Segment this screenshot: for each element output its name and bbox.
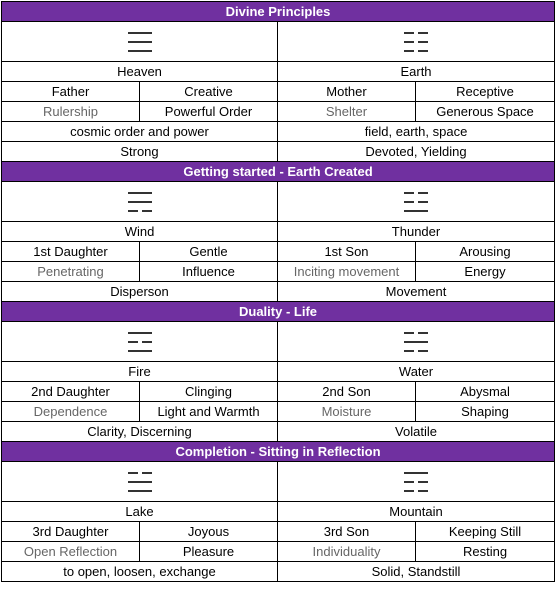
symbol-cell bbox=[278, 322, 555, 362]
section-header: Divine Principles bbox=[2, 2, 555, 22]
broken-line bbox=[128, 341, 152, 343]
note: Devoted, Yielding bbox=[278, 142, 555, 162]
attribute: Abysmal bbox=[416, 382, 555, 402]
solid-line bbox=[128, 490, 152, 492]
trigram-table bbox=[1, 1, 555, 582]
broken-line bbox=[404, 32, 428, 34]
solid-line bbox=[128, 350, 152, 352]
quality-detail: Pleasure bbox=[140, 542, 278, 562]
quality-detail: Generous Space bbox=[416, 102, 555, 122]
quality-detail: Energy bbox=[416, 262, 555, 282]
note: Clarity, Discerning bbox=[2, 422, 278, 442]
solid-line bbox=[128, 481, 152, 483]
solid-line bbox=[128, 32, 152, 34]
note: Disperson bbox=[2, 282, 278, 302]
section-header: Getting started - Earth Created bbox=[2, 162, 555, 182]
attribute: Keeping Still bbox=[416, 522, 555, 542]
broken-line bbox=[404, 192, 428, 194]
trigram-name: Mountain bbox=[278, 502, 555, 522]
trigram-name: Thunder bbox=[278, 222, 555, 242]
symbol-cell bbox=[278, 22, 555, 62]
quality-detail: Resting bbox=[416, 542, 555, 562]
broken-line bbox=[128, 210, 152, 212]
symbol-cell bbox=[278, 462, 555, 502]
trigram-name: Fire bbox=[2, 362, 278, 382]
quality: Dependence bbox=[2, 402, 140, 422]
family-member: 2nd Daughter bbox=[2, 382, 140, 402]
trigram-name: Wind bbox=[2, 222, 278, 242]
note: Strong bbox=[2, 142, 278, 162]
trigram-name: Heaven bbox=[2, 62, 278, 82]
trigram-name: Lake bbox=[2, 502, 278, 522]
note: Solid, Standstill bbox=[278, 562, 555, 582]
attribute: Receptive bbox=[416, 82, 555, 102]
quality-detail: Powerful Order bbox=[140, 102, 278, 122]
solid-line bbox=[404, 472, 428, 474]
symbol-cell bbox=[2, 462, 278, 502]
broken-line bbox=[404, 41, 428, 43]
broken-line bbox=[404, 50, 428, 52]
note: cosmic order and power bbox=[2, 122, 278, 142]
quality-detail: Shaping bbox=[416, 402, 555, 422]
trigram-name: Earth bbox=[278, 62, 555, 82]
note: Movement bbox=[278, 282, 555, 302]
symbol-cell bbox=[2, 322, 278, 362]
trigram-heaven-icon bbox=[128, 32, 152, 52]
trigram-mountain-icon bbox=[404, 472, 428, 492]
trigram-sheet bbox=[0, 1, 555, 589]
family-member: 1st Daughter bbox=[2, 242, 140, 262]
family-member: 1st Son bbox=[278, 242, 416, 262]
quality: Rulership bbox=[2, 102, 140, 122]
quality: Shelter bbox=[278, 102, 416, 122]
attribute: Arousing bbox=[416, 242, 555, 262]
broken-line bbox=[404, 201, 428, 203]
note: Volatile bbox=[278, 422, 555, 442]
solid-line bbox=[404, 210, 428, 212]
solid-line bbox=[128, 41, 152, 43]
quality: Moisture bbox=[278, 402, 416, 422]
attribute: Clinging bbox=[140, 382, 278, 402]
broken-line bbox=[404, 350, 428, 352]
broken-line bbox=[404, 481, 428, 483]
attribute: Gentle bbox=[140, 242, 278, 262]
attribute: Creative bbox=[140, 82, 278, 102]
trigram-name: Water bbox=[278, 362, 555, 382]
quality: Individuality bbox=[278, 542, 416, 562]
trigram-lake-icon bbox=[128, 472, 152, 492]
family-member: Father bbox=[2, 82, 140, 102]
solid-line bbox=[128, 192, 152, 194]
solid-line bbox=[128, 50, 152, 52]
solid-line bbox=[404, 341, 428, 343]
family-member: 3rd Son bbox=[278, 522, 416, 542]
trigram-thunder-icon bbox=[404, 192, 428, 212]
broken-line bbox=[404, 490, 428, 492]
trigram-fire-icon bbox=[128, 332, 152, 352]
symbol-cell bbox=[2, 22, 278, 62]
solid-line bbox=[128, 332, 152, 334]
trigram-earth-icon bbox=[404, 32, 428, 52]
family-member: Mother bbox=[278, 82, 416, 102]
attribute: Joyous bbox=[140, 522, 278, 542]
section-header: Duality - Life bbox=[2, 302, 555, 322]
broken-line bbox=[404, 332, 428, 334]
family-member: 3rd Daughter bbox=[2, 522, 140, 542]
quality-detail: Light and Warmth bbox=[140, 402, 278, 422]
quality: Penetrating bbox=[2, 262, 140, 282]
trigram-water-icon bbox=[404, 332, 428, 352]
solid-line bbox=[128, 201, 152, 203]
quality: Inciting movement bbox=[278, 262, 416, 282]
family-member: 2nd Son bbox=[278, 382, 416, 402]
note: field, earth, space bbox=[278, 122, 555, 142]
symbol-cell bbox=[2, 182, 278, 222]
note: to open, loosen, exchange bbox=[2, 562, 278, 582]
quality: Open Reflection bbox=[2, 542, 140, 562]
quality-detail: Influence bbox=[140, 262, 278, 282]
symbol-cell bbox=[278, 182, 555, 222]
broken-line bbox=[128, 472, 152, 474]
trigram-wind-icon bbox=[128, 192, 152, 212]
section-header: Completion - Sitting in Reflection bbox=[2, 442, 555, 462]
